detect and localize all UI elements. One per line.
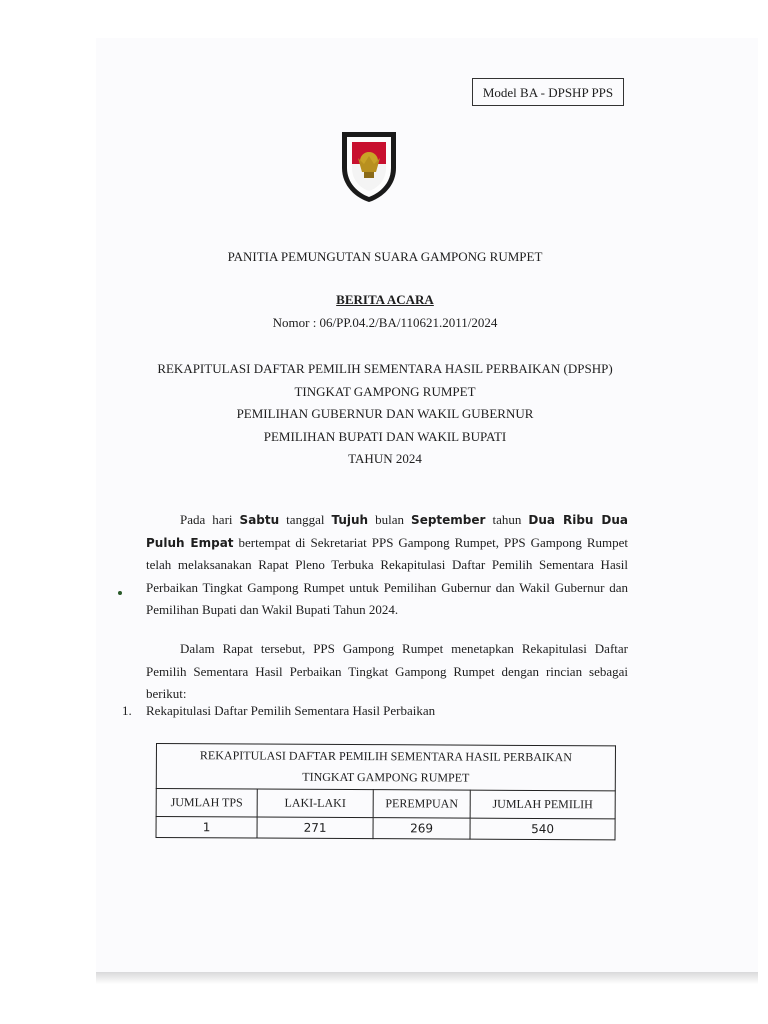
- heading-line: PEMILIHAN GUBERNUR DAN WAKIL GUBERNUR: [236, 406, 534, 421]
- day-value: Sabtu: [239, 513, 280, 527]
- heading-line: REKAPITULASI DAFTAR PEMILIH SEMENTARA HASIL PERBAIKAN (DPSHP): [157, 361, 613, 376]
- heading-line: TINGKAT GAMPONG RUMPET: [294, 383, 476, 399]
- table-title: [156, 744, 615, 791]
- model-label-box: Model BA - DPSHP PPS: [472, 78, 624, 106]
- table-title-line: TINGKAT GAMPONG RUMPET: [302, 769, 470, 785]
- year-value: Dua Ribu Dua Puluh Empat: [146, 513, 629, 550]
- column-header: LAKI-LAKI: [257, 789, 373, 818]
- ink-speck: [118, 591, 122, 595]
- heading-line: PEMILIHAN BUPATI DAN WAKIL BUPATI: [263, 428, 507, 444]
- paragraph-opening: [146, 509, 628, 622]
- table-cell: 1: [156, 817, 257, 839]
- rekap-table: [156, 743, 616, 840]
- text-run: Pada hari: [180, 512, 240, 527]
- date-value: Tujuh: [331, 513, 369, 527]
- list-text: Rekapitulasi Daftar Pemilih Sementara Hasil Perbaikan: [146, 703, 436, 718]
- table-cell: 271: [257, 817, 373, 839]
- list-item: [122, 703, 435, 719]
- text-run: Dalam Rapat tersebut, PPS Gampong Rumpet menetapkan Rekapitulasi Daftar Pemilih Sementara Hasil Perbaikan Tingkat Gampong Rumpet dengan rincian sebagai berikut:: [146, 641, 628, 701]
- text-run: tahun: [485, 512, 529, 527]
- page-edge-shadow: [96, 972, 758, 984]
- table-cell: 540: [470, 818, 615, 840]
- column-header: JUMLAH TPS: [156, 789, 257, 818]
- paragraph-decision: [146, 638, 628, 706]
- table-title-line: REKAPITULASI DAFTAR PEMILIH SEMENTARA HASIL PERBAIKAN: [199, 748, 572, 765]
- month-value: September: [411, 513, 486, 527]
- heading-line: TAHUN 2024: [348, 451, 422, 466]
- text-run: tanggal: [279, 512, 332, 527]
- table-cell: 269: [373, 818, 470, 840]
- text-run: bertempat di Sekretariat PPS Gampong Rumpet, PPS Gampong Rumpet telah melaksanakan Rapat Pleno Terbuka Rekapitulasi Daftar Pemilih Sementara Hasil Perbaikan Tingkat Gampong Rumpet untuk Pemilihan Gubernur dan Wakil Gubernur dan Pemilihan Bupati dan Wakil Bupati Tahun 2024.: [146, 534, 629, 617]
- text-run: bulan: [368, 512, 412, 527]
- kpu-logo: [338, 128, 400, 204]
- column-header: PEREMPUAN: [373, 790, 470, 819]
- organization-name: PANITIA PEMUNGUTAN SUARA GAMPONG RUMPET: [227, 249, 543, 264]
- document-title: BERITA ACARA: [336, 292, 434, 307]
- document-number: Nomor : 06/PP.04.2/BA/110621.2011/2024: [272, 315, 498, 330]
- heading-block: [100, 358, 670, 471]
- list-number: 1.: [122, 703, 132, 718]
- column-header: JUMLAH PEMILIH: [470, 790, 615, 819]
- table-row: [156, 817, 615, 840]
